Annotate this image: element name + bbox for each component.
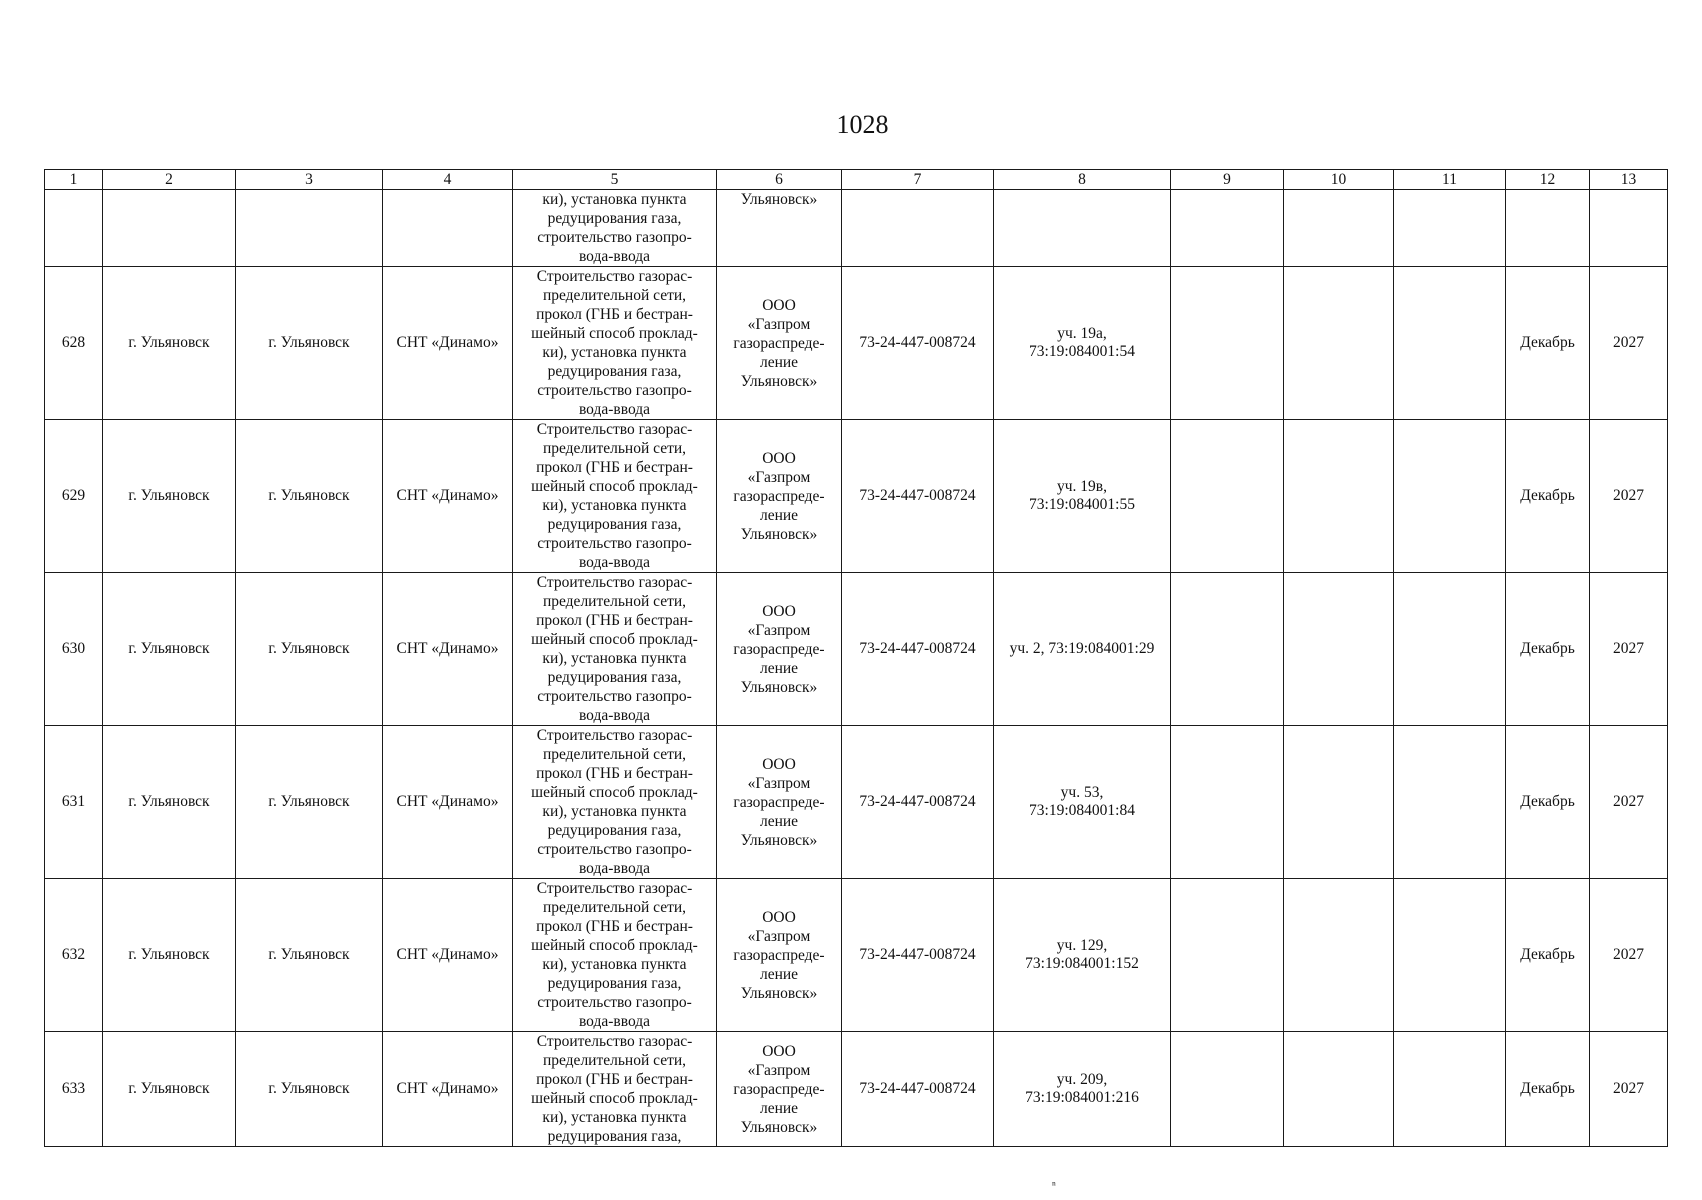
column-header: 11 (1394, 170, 1506, 190)
cell-empty (1394, 1032, 1506, 1147)
cell-empty (1171, 190, 1284, 267)
cell-empty (1284, 267, 1394, 420)
cell-empty (1506, 190, 1590, 267)
cell-empty (1284, 1032, 1394, 1147)
cell-number: 629 (45, 420, 103, 573)
cell-region: г. Ульяновск (103, 726, 236, 879)
cell-month: Декабрь (1506, 726, 1590, 879)
organization-text: ООО «Газпром газораспреде- ление Ульяновск» (733, 1042, 825, 1136)
cell-empty (1284, 726, 1394, 879)
cell-empty (1171, 1032, 1284, 1147)
cell-empty (1284, 573, 1394, 726)
cell-empty (1394, 420, 1506, 573)
cell-city: г. Ульяновск (236, 879, 383, 1032)
work-description-text: Строительство газорас- пределительной сети, прокол (ГНБ и бестран- шейный способ проклад- ки), установка пункта редуцирования газа, строительство газопро- вода-ввода (531, 727, 698, 877)
cell-place: СНТ «Динамо» (383, 1032, 513, 1147)
cell-number: 631 (45, 726, 103, 879)
column-header: 8 (994, 170, 1171, 190)
cell-empty (1171, 573, 1284, 726)
cell-empty (1394, 190, 1506, 267)
cell-empty (1284, 879, 1394, 1032)
table-row (45, 420, 1668, 573)
column-header: 13 (1590, 170, 1668, 190)
cell-number: 632 (45, 879, 103, 1032)
cell-region: г. Ульяновск (103, 1032, 236, 1147)
cell-empty (1171, 879, 1284, 1032)
work-description-text: Строительство газорас- пределительной сети, прокол (ГНБ и бестран- шейный способ проклад- ки), установка пункта редуцирования газа, (531, 1033, 698, 1145)
table-row (45, 726, 1668, 879)
column-header: 9 (1171, 170, 1284, 190)
column-header: 12 (1506, 170, 1590, 190)
scan-speck: ⁿ (1052, 1178, 1056, 1192)
continuation-row (45, 190, 1668, 267)
cell-code: 73-24-447-008724 (842, 420, 994, 573)
cell-city: г. Ульяновск (236, 1032, 383, 1147)
cell-code: 73-24-447-008724 (842, 267, 994, 420)
column-header: 3 (236, 170, 383, 190)
organization-text: ООО «Газпром газораспреде- ление Ульяновск» (733, 449, 825, 543)
column-header: 7 (842, 170, 994, 190)
cell-month: Декабрь (1506, 573, 1590, 726)
work-description-text: Строительство газорас- пределительной сети, прокол (ГНБ и бестран- шейный способ проклад- ки), установка пункта редуцирования газа, строительство газопро- вода-ввода (531, 574, 698, 724)
cell-city: г. Ульяновск (236, 420, 383, 573)
cell-empty (994, 190, 1171, 267)
cell-plot (994, 879, 1171, 1032)
cell-month: Декабрь (1506, 267, 1590, 420)
registry-table (44, 169, 1668, 1147)
cell-empty (1394, 573, 1506, 726)
cell-empty (1590, 190, 1668, 267)
cell-organization (717, 190, 842, 267)
cell-organization (717, 420, 842, 573)
cell-plot (994, 420, 1171, 573)
cell-empty (1394, 267, 1506, 420)
cell-region: г. Ульяновск (103, 573, 236, 726)
column-header: 1 (45, 170, 103, 190)
cell-empty (1284, 190, 1394, 267)
column-header: 5 (513, 170, 717, 190)
cell-code: 73-24-447-008724 (842, 573, 994, 726)
cell-year: 2027 (1590, 267, 1668, 420)
cell-region: г. Ульяновск (103, 879, 236, 1032)
table-row (45, 1032, 1668, 1147)
cell-month: Декабрь (1506, 879, 1590, 1032)
cell-code: 73-24-447-008724 (842, 879, 994, 1032)
cell-empty (383, 190, 513, 267)
cell-work-description (513, 573, 717, 726)
work-description-text: Строительство газорас- пределительной сети, прокол (ГНБ и бестран- шейный способ проклад- ки), установка пункта редуцирования газа, строительство газопро- вода-ввода (531, 268, 698, 418)
cell-year: 2027 (1590, 573, 1668, 726)
cell-month: Декабрь (1506, 420, 1590, 573)
table-row (45, 573, 1668, 726)
cell-empty (45, 190, 103, 267)
table-row (45, 267, 1668, 420)
cell-empty (842, 190, 994, 267)
plot-text: уч. 209, 73:19:084001:216 (1025, 1071, 1139, 1106)
cell-empty (103, 190, 236, 267)
cell-place: СНТ «Динамо» (383, 267, 513, 420)
plot-text: уч. 2, 73:19:084001:29 (1009, 640, 1155, 657)
column-header: 6 (717, 170, 842, 190)
cell-place: СНТ «Динамо» (383, 420, 513, 573)
cell-region: г. Ульяновск (103, 267, 236, 420)
cell-year: 2027 (1590, 726, 1668, 879)
cell-organization (717, 267, 842, 420)
organization-text: ООО «Газпром газораспреде- ление Ульяновск» (733, 908, 825, 1002)
column-number-header-row (45, 170, 1668, 190)
cell-city: г. Ульяновск (236, 573, 383, 726)
cell-work-description (513, 190, 717, 267)
cell-code: 73-24-447-008724 (842, 1032, 994, 1147)
cell-work-description (513, 420, 717, 573)
plot-text: уч. 53, 73:19:084001:84 (1029, 784, 1135, 819)
cell-plot (994, 1032, 1171, 1147)
cell-number: 630 (45, 573, 103, 726)
organization-text: ООО «Газпром газораспреде- ление Ульяновск» (733, 296, 825, 390)
cell-code: 73-24-447-008724 (842, 726, 994, 879)
cell-organization (717, 726, 842, 879)
cell-empty (1171, 420, 1284, 573)
cell-year: 2027 (1590, 420, 1668, 573)
cell-year: 2027 (1590, 879, 1668, 1032)
work-description-text: Строительство газорас- пределительной сети, прокол (ГНБ и бестран- шейный способ проклад- ки), установка пункта редуцирования газа, строительство газопро- вода-ввода (531, 880, 698, 1030)
cell-number: 628 (45, 267, 103, 420)
cell-empty (236, 190, 383, 267)
cell-empty (1171, 726, 1284, 879)
cell-month: Декабрь (1506, 1032, 1590, 1147)
cell-empty (1284, 420, 1394, 573)
plot-text: уч. 19в, 73:19:084001:55 (1029, 478, 1135, 513)
cell-plot (994, 573, 1171, 726)
cell-organization (717, 1032, 842, 1147)
organization-text: ООО «Газпром газораспреде- ление Ульяновск» (733, 602, 825, 696)
cell-work-description (513, 267, 717, 420)
page-number: 1028 (836, 110, 889, 139)
column-header: 2 (103, 170, 236, 190)
column-header: 4 (383, 170, 513, 190)
table-row (45, 879, 1668, 1032)
cell-work-description (513, 1032, 717, 1147)
cell-empty (1394, 879, 1506, 1032)
cell-city: г. Ульяновск (236, 726, 383, 879)
cell-place: СНТ «Динамо» (383, 726, 513, 879)
plot-text: уч. 129, 73:19:084001:152 (1025, 937, 1139, 972)
cell-empty (1171, 267, 1284, 420)
cell-empty (1394, 726, 1506, 879)
cell-organization (717, 573, 842, 726)
cell-plot (994, 267, 1171, 420)
cell-work-description (513, 726, 717, 879)
plot-text: уч. 19а, 73:19:084001:54 (1029, 325, 1135, 360)
organization-text: ООО «Газпром газораспреде- ление Ульяновск» (733, 755, 825, 849)
cell-organization (717, 879, 842, 1032)
organization-text: Ульяновск» (740, 191, 818, 208)
work-description-text: ки), установка пункта редуцирования газа, строительство газопро- вода-ввода (537, 191, 692, 265)
cell-work-description (513, 879, 717, 1032)
cell-plot (994, 726, 1171, 879)
cell-region: г. Ульяновск (103, 420, 236, 573)
cell-place: СНТ «Динамо» (383, 573, 513, 726)
cell-number: 633 (45, 1032, 103, 1147)
work-description-text: Строительство газорас- пределительной сети, прокол (ГНБ и бестран- шейный способ проклад- ки), установка пункта редуцирования газа, строительство газопро- вода-ввода (531, 421, 698, 571)
cell-place: СНТ «Динамо» (383, 879, 513, 1032)
cell-city: г. Ульяновск (236, 267, 383, 420)
cell-year: 2027 (1590, 1032, 1668, 1147)
column-header: 10 (1284, 170, 1394, 190)
